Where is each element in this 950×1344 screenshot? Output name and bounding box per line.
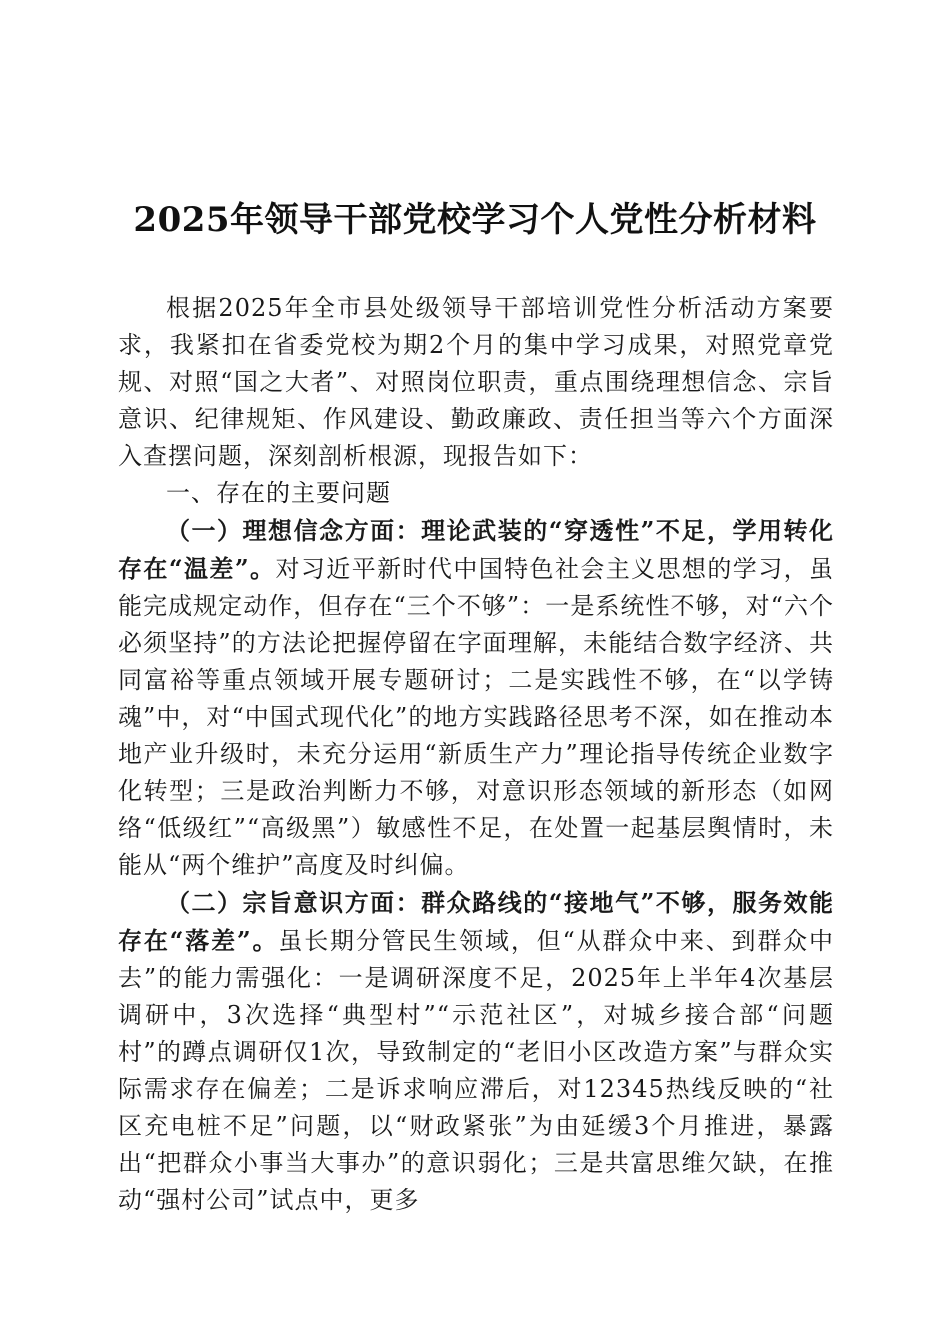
item-ideals-beliefs-body: 对习近平新时代中国特色社会主义思想的学习，虽能完成规定动作，但存在“三个不够”：一是系统性不够，对“六个必须坚持”的方法论把握停留在字面理解，未能结合数字经济、共同富裕等重点领域开展专题研讨；二是实践性不够，在“以学铸魂”中，对“中国式现代化”的地方实践路径思考不深，如在推动本地产业升级时，未充分运用“新质生产力”理论指导传统企业数字化转型；三是政治判断力不够，对意识形态领域的新形态（如网络“低级红”“高级黑”）敏感性不足，在处置一起基层舆情时，未能从“两个维护”高度及时纠偏。	[118, 555, 835, 879]
item-ideals-beliefs-heading: （一）理想信念方面：理论武装的“穿透性”不足，学用转化存在“温差”。	[118, 516, 834, 583]
item-ideals-beliefs	[118, 512, 834, 884]
item-purpose-awareness-heading: （二）宗旨意识方面：群众路线的“接地气”不够，服务效能存在“落差”。	[118, 888, 834, 955]
document-title: 2025年领导干部党校学习个人党性分析材料	[133, 200, 817, 240]
section-heading-main-problems: 一、存在的主要问题	[166, 479, 391, 507]
item-purpose-awareness	[118, 884, 834, 1219]
item-purpose-awareness-body: 虽长期分管民生领域，但“从群众中来、到群众中去”的能力需强化：一是调研深度不足，2025年上半年4次基层调研中，3次选择“典型村”“示范社区”，对城乡接合部“问题村”的蹲点调研仅1次，导致制定的“老旧小区改造方案”与群众实际需求存在偏差；二是诉求响应滞后，对12345热线反映的“社区充电桩不足”问题，以“财政紧张”为由延缓3个月推进，暴露出“把群众小事当大事办”的意识弱化；三是共富思维欠缺，在推动“强村公司”试点中，更多	[118, 927, 834, 1214]
intro-paragraph: 根据2025年全市县处级领导干部培训党性分析活动方案要求，我紧扣在省委党校为期2个月的集中学习成果，对照党章党规、对照“国之大者”、对照岗位职责，重点围绕理想信念、宗旨意识、纪律规矩、作风建设、勤政廉政、责任担当等六个方面深入查摆问题，深刻剖析根源，现报告如下：	[118, 294, 834, 470]
document-body	[118, 290, 834, 1219]
